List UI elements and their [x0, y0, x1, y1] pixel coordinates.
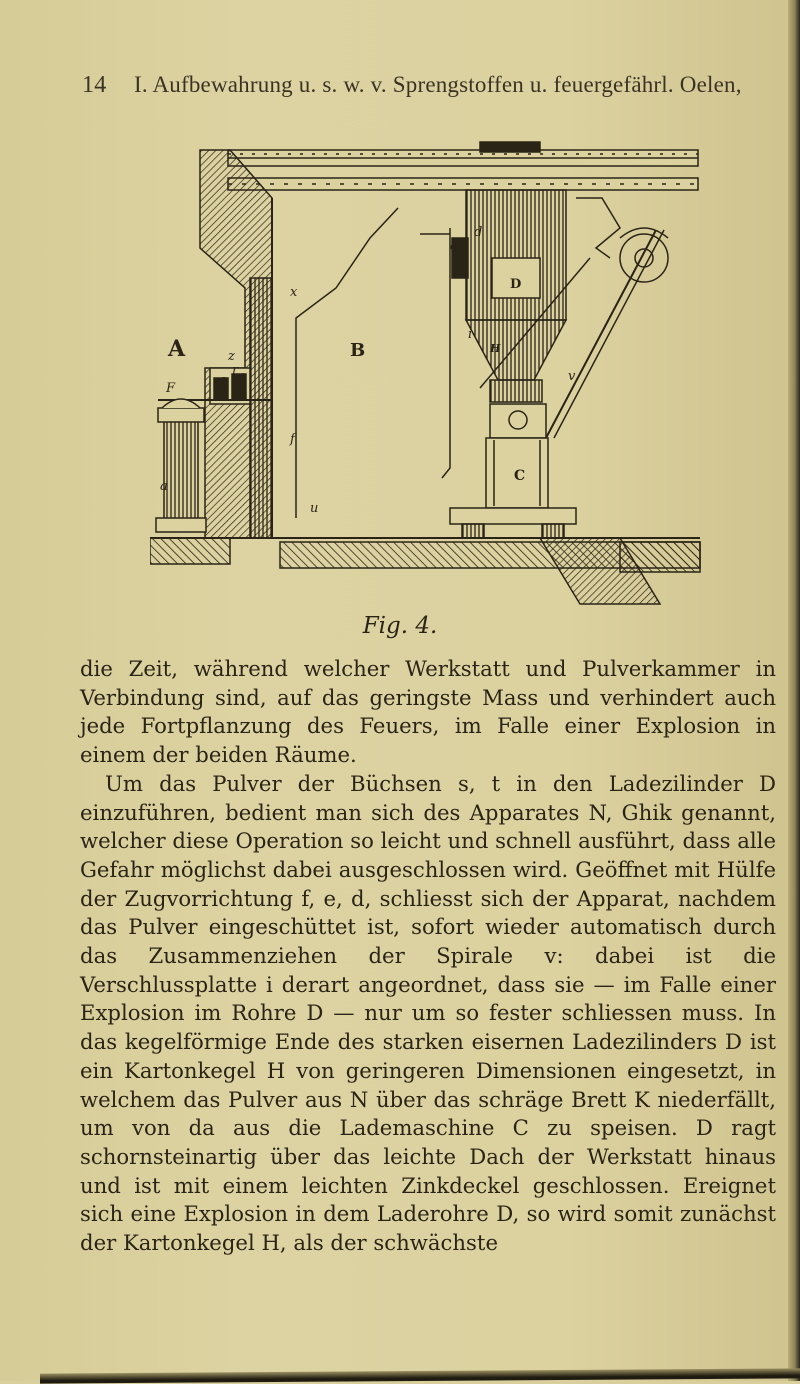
label-H: H — [490, 342, 501, 355]
label-u: u — [310, 501, 319, 516]
figure-4-illustration — [150, 138, 710, 608]
body-text — [80, 655, 776, 1258]
label-s: s — [220, 373, 227, 388]
label-A: A — [168, 336, 186, 362]
label-d: d — [474, 225, 483, 240]
page-bottom-edge — [40, 1368, 800, 1383]
label-t: t — [240, 371, 246, 386]
label-r: r — [232, 363, 239, 378]
running-header — [82, 72, 782, 99]
label-e: e — [450, 239, 458, 254]
page-edge-shadow — [788, 0, 800, 1381]
figure-caption: Fig. 4. — [362, 613, 438, 639]
page-number: 14 — [82, 72, 107, 98]
label-a: a — [160, 479, 168, 494]
label-i: i — [468, 327, 473, 342]
label-F: F — [166, 381, 176, 396]
label-f: f — [290, 432, 295, 447]
running-title: I. Aufbewahrung u. s. w. v. Sprengstoffen u. feuergefährl. Oelen, — [134, 72, 742, 97]
label-D: D — [510, 277, 522, 292]
paragraph-1: die Zeit, während welcher Werkstatt und Pulverkammer in Verbindung sind, auf das geringste Mass und verhindert auch jede Fortpflanzung des Feuers, im Falle einer Explosion in einem der beiden Räume. — [80, 656, 776, 768]
label-x: x — [290, 285, 298, 300]
label-B: B — [350, 340, 366, 361]
label-z: z — [228, 349, 235, 364]
label-v: v — [568, 369, 576, 384]
paragraph-2: Um das Pulver der Büchsen s, t in den Ladezilinder D einzuführen, bedient man sich des Apparates N, Ghik genannt, welcher diese Operation so leicht und schnell ausführt, dass alle Gefahr möglichst dabei ausgeschlossen wird. Geöffnet mit Hülfe der Zugvorrichtung f, e, d, schliesst sich der Apparat, nachdem das Pulver eingeschüttet ist, sofort wieder automatisch durch das Zusammenziehen der Spirale v: dabei ist die Verschlussplatte i derart angeordnet, dass sie — im Falle einer Explosion im Rohre D — nur um so fester schliessen muss. In das kegelförmige Ende des starken eisernen Ladezilinders D ist ein Kartonkegel H von geringeren Dimensionen eingesetzt, in welchem das Pulver aus N über das schräge Brett K niederfällt, um von da aus die Lademaschine C zu speisen. D ragt schornsteinartig über das leichte Dach der Werkstatt hinaus und ist mit einem leichten Zinkdeckel geschlossen. Ereignet sich eine Explosion in dem Laderohre D, so wird somit zunächst der Kartonkegel H, als der schwächste — [80, 770, 776, 1256]
label-C: C — [514, 468, 526, 484]
